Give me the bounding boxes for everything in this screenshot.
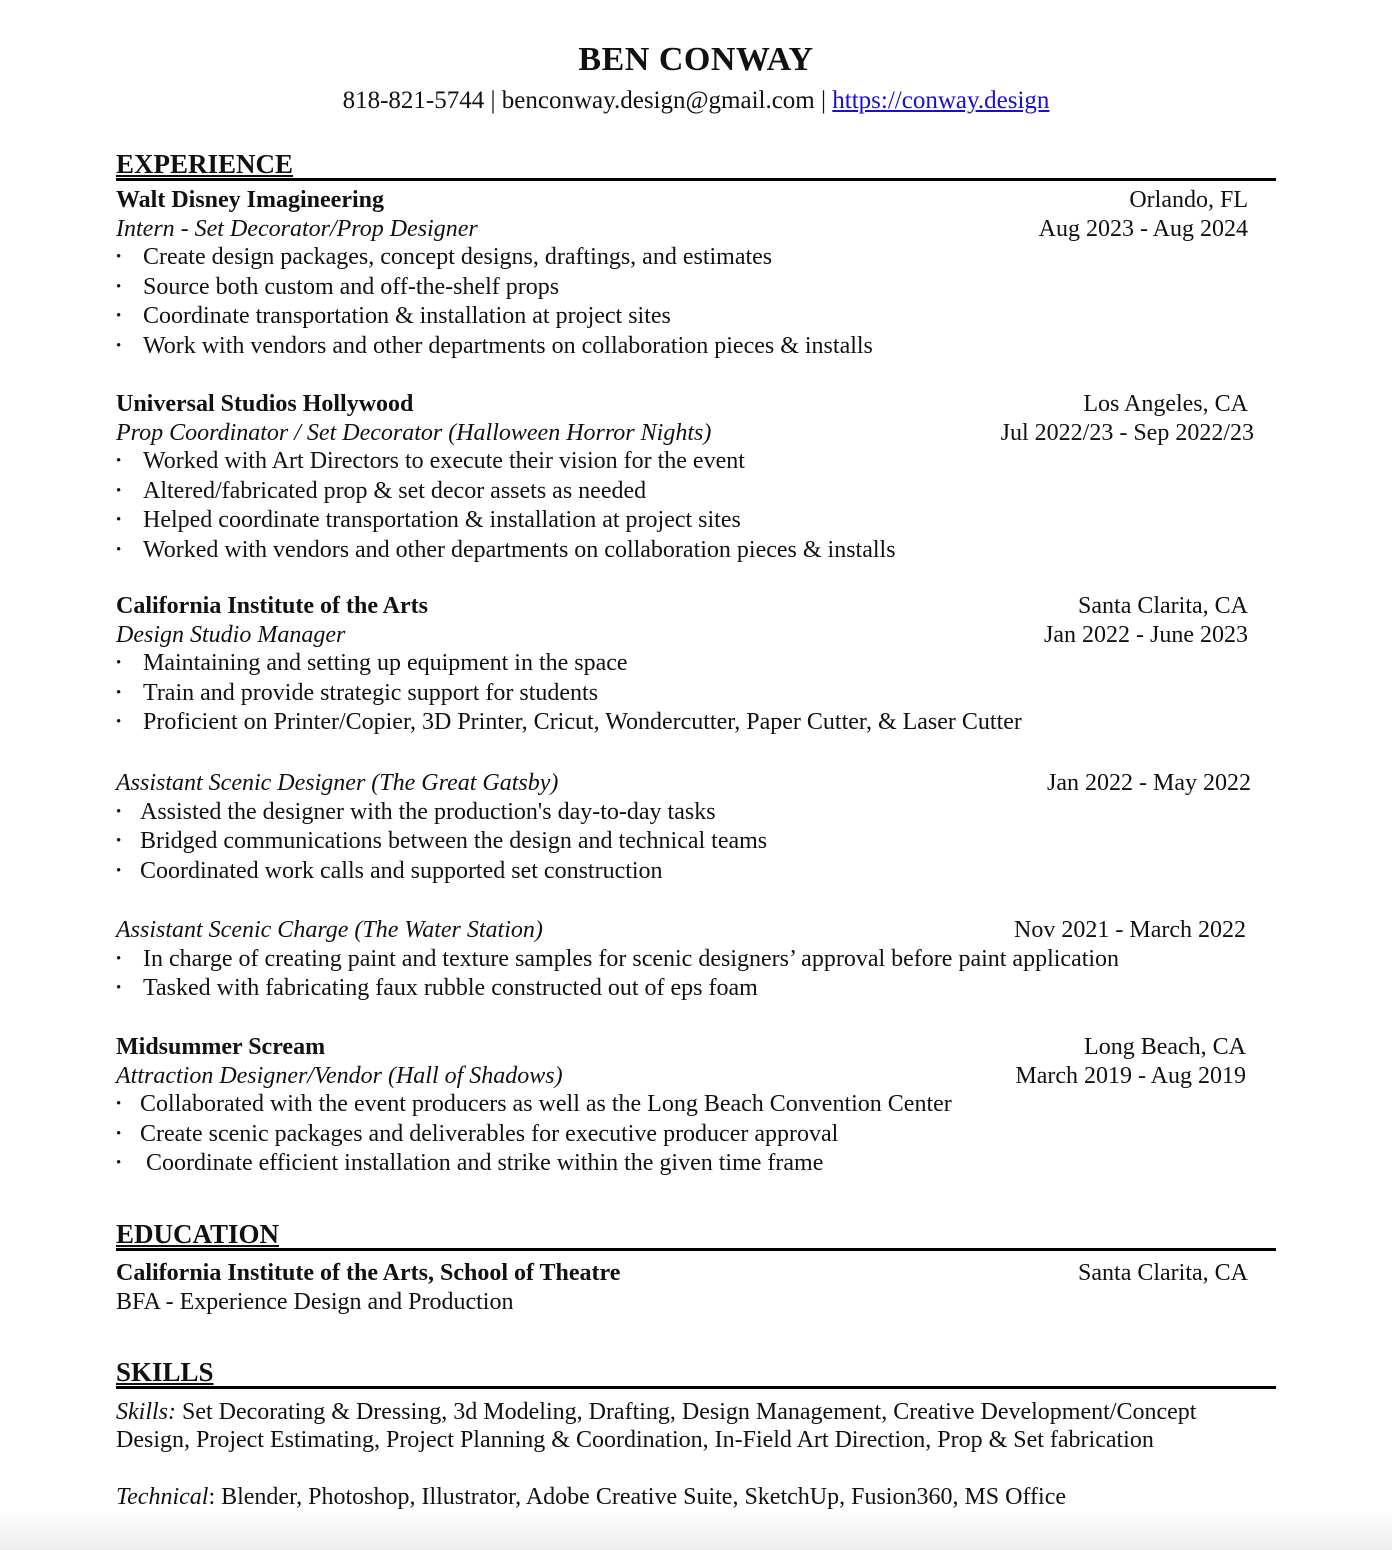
experience-entry-universal [116,390,1276,565]
duty-list [116,1090,1276,1179]
list-item: • Helped coordinate transportation & installation at project sites [116,506,1276,536]
technical-label: Technical [116,1484,209,1510]
list-item: • Train and provide strategic support for students [116,679,1276,709]
contact-line [116,84,1276,118]
contact-separator: | [821,87,827,114]
list-item: • Coordinated work calls and supported set construction [116,857,1276,887]
job-location: Los Angeles, CA [1083,391,1248,417]
list-item: • In charge of creating paint and texture samples for scenic designers’ approval before paint application [116,945,1276,975]
job-title: Design Studio Manager [116,621,346,648]
experience-entry-calarts [116,592,1276,738]
list-item: • Create scenic packages and deliverables for executive producer approval [116,1120,1276,1150]
school-name: California Institute of the Arts, School of Theatre [116,1260,621,1286]
bottom-shadow [0,1510,1392,1550]
job-title: Intern - Set Decorator/Prop Designer [116,215,478,242]
employer-name: California Institute of the Arts [116,593,428,619]
experience-entry-water-station [116,916,1276,1004]
job-location: Orlando, FL [1129,187,1248,213]
school-location: Santa Clarita, CA [1078,1260,1248,1286]
duty-list [116,798,1276,887]
list-item: • Assisted the designer with the production's day-to-day tasks [116,798,1276,828]
skills-list [116,1399,1276,1454]
list-item: • Source both custom and off-the-shelf props [116,273,1276,303]
job-title: Prop Coordinator / Set Decorator (Halloween Horror Nights) [116,419,712,446]
education-section [116,1220,1276,1316]
job-dates: Nov 2021 - March 2022 [1014,917,1246,943]
candidate-name: BEN CONWAY [578,41,814,78]
list-item: • Bridged communications between the design and technical teams [116,827,1276,857]
list-item: • Worked with Art Directors to execute their vision for the event [116,447,1276,477]
duty-list [116,447,1276,565]
job-title: Assistant Scenic Charge (The Water Station) [116,917,543,943]
website-link[interactable]: https://conway.design [832,87,1050,114]
job-location: Santa Clarita, CA [1078,593,1248,619]
employer-name: Midsummer Scream [116,1034,326,1060]
employer-name: Universal Studios Hollywood [116,391,414,417]
duty-list [116,649,1276,738]
duty-list [116,945,1276,1004]
list-item: • Proficient on Printer/Copier, 3D Printer, Cricut, Wondercutter, Paper Cutter, & Laser Cutter [116,708,1276,738]
list-item: • Coordinate efficient installation and strike within the given time frame [116,1149,1276,1179]
email-address: benconway.design@gmail.com [501,87,815,114]
job-title: Attraction Designer/Vendor (Hall of Shadows) [116,1062,563,1089]
resume-header [116,38,1276,118]
list-item: • Work with vendors and other departments on collaboration pieces & installs [116,332,1276,362]
employer-name: Walt Disney Imagineering [116,187,384,213]
job-dates: March 2019 - Aug 2019 [1015,1062,1246,1089]
list-item: • Collaborated with the event producers as well as the Long Beach Convention Center [116,1090,1276,1120]
experience-entry-gatsby [116,769,1276,886]
section-title-skills: SKILLS [116,1358,1276,1389]
experience-section [116,150,1276,181]
phone-number: 818-821-5744 [342,87,485,114]
skills-section [116,1358,1276,1512]
list-item: • Worked with vendors and other departments on collaboration pieces & installs [116,536,1276,566]
job-dates: Aug 2023 - Aug 2024 [1038,215,1248,242]
degree: BFA - Experience Design and Production [116,1288,514,1315]
contact-separator: | [490,87,496,114]
technical-values: : Blender, Photoshop, Illustrator, Adobe Creative Suite, SketchUp, Fusion360, MS Office [208,1484,1066,1510]
list-item: • Tasked with fabricating faux rubble constructed out of eps foam [116,974,1276,1004]
job-location: Long Beach, CA [1084,1034,1246,1060]
section-title-experience: EXPERIENCE [116,150,1276,181]
duty-list [116,243,1276,361]
job-dates: Jul 2022/23 - Sep 2022/23 [1000,419,1254,446]
skills-label: Skills: [116,1399,176,1425]
section-title-education: EDUCATION [116,1220,1276,1251]
list-item: • Altered/fabricated prop & set decor assets as needed [116,477,1276,507]
list-item: • Coordinate transportation & installation at project sites [116,302,1276,332]
list-item: • Maintaining and setting up equipment in the space [116,649,1276,679]
job-dates: Jan 2022 - May 2022 [1047,770,1251,796]
list-item: • Create design packages, concept designs, draftings, and estimates [116,243,1276,273]
job-dates: Jan 2022 - June 2023 [1044,621,1248,648]
resume-page [116,38,1276,1528]
technical-list [116,1484,1276,1512]
job-title: Assistant Scenic Designer (The Great Gatsby) [116,770,559,796]
experience-entry-midsummer [116,1033,1276,1179]
skills-values: Set Decorating & Dressing, 3d Modeling, Drafting, Design Management, Creative Development/Concept Design, Project Estimating, Project Planning & Coordination, In-Field Art Direction, Prop & Set fabrication [116,1399,1197,1453]
experience-entry-disney [116,186,1276,361]
